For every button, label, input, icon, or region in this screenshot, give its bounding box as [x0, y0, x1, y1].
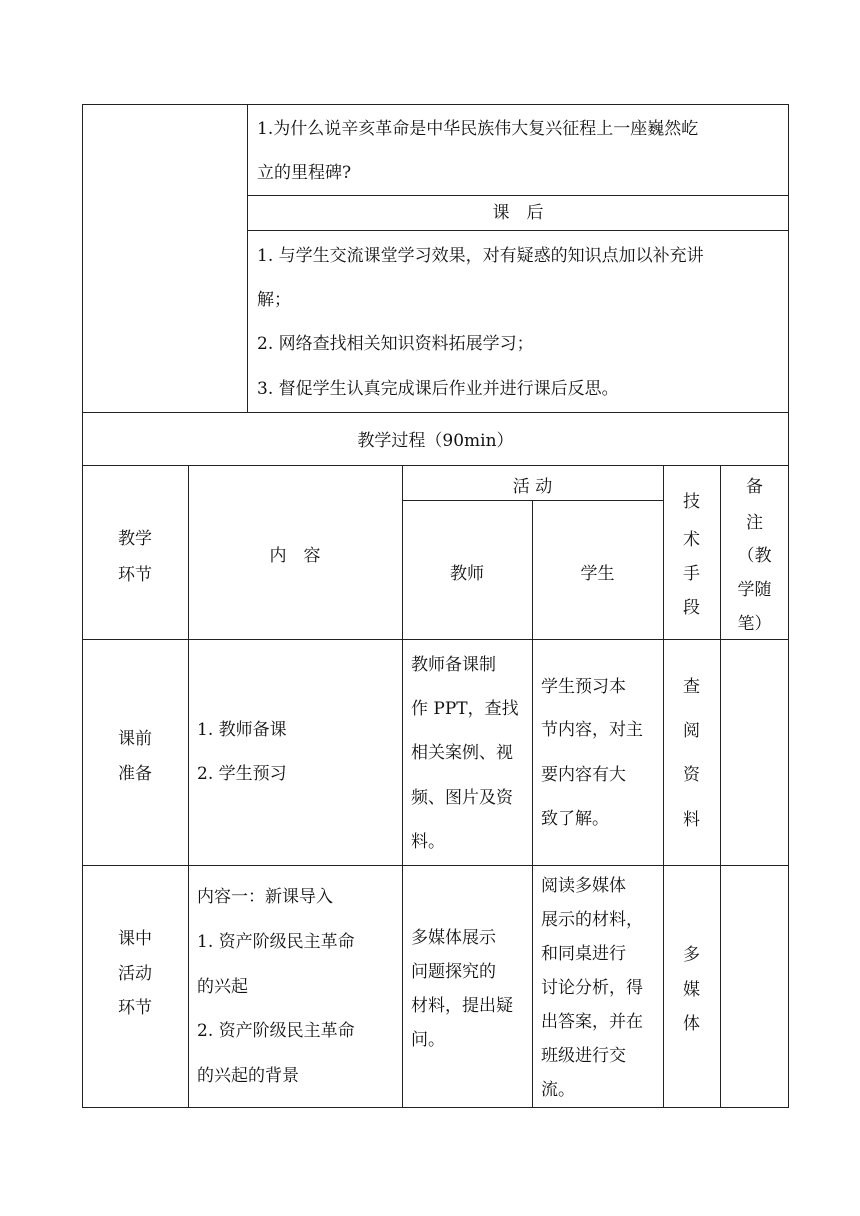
row2-tech-line-1: 多 [683, 945, 700, 965]
row1-stage-line-2: 准备 [118, 764, 152, 784]
row1-content-line-1: 1. 教师备课 [197, 720, 287, 740]
header-tech-line-2: 术 [683, 530, 700, 550]
header-stage-line-2: 环节 [118, 565, 152, 585]
row2-content-line-2: 1. 资产阶级民主革命 [197, 932, 355, 952]
header-student: 学生 [580, 564, 615, 584]
row1-tech-line-1: 查 [683, 677, 700, 697]
after-class-title: 课 后 [492, 203, 544, 223]
row2-content-line-4: 2. 资产阶级民主革命 [197, 1021, 355, 1041]
row2-student-line-5: 出答案，并在 [541, 1012, 643, 1032]
header-notes-line-1: 备 [746, 477, 763, 497]
row1-student-line-4: 致了解。 [541, 809, 609, 829]
row1-tech-line-3: 资 [683, 765, 700, 785]
header-stage-line-1: 教学 [118, 529, 152, 549]
col-divider-student [663, 465, 664, 1108]
activity-subheader-divider [402, 500, 663, 501]
process-title: 教学过程（90min） [357, 431, 514, 451]
row2-content-line-5: 的兴起的背景 [197, 1066, 299, 1086]
header-content: 内 容 [269, 546, 321, 566]
review-question-line-2: 立的里程碑? [257, 163, 352, 183]
header-tech-line-1: 技 [683, 492, 700, 512]
row2-student-line-7: 流。 [541, 1080, 575, 1100]
header-activity: 活 动 [512, 477, 553, 497]
after-class-header-top-border [247, 195, 789, 196]
col-divider-content [402, 465, 403, 1108]
row1-teacher-line-4: 频、图片及资 [411, 788, 513, 808]
row1-student-line-2: 节内容，对主 [541, 720, 643, 740]
row2-student-line-1: 阅读多媒体 [541, 876, 626, 896]
review-question-line-1: 1.为什么说辛亥革命是中华民族伟大复兴征程上一座巍然屹 [257, 119, 699, 139]
after-item-2: 2. 网络查找相关知识资料拓展学习； [257, 334, 534, 354]
row2-stage-line-1: 课中 [118, 929, 152, 949]
after-item-1-cont: 解； [257, 290, 291, 310]
row2-teacher-line-2: 问题探究的 [411, 962, 496, 982]
header-bottom-border [82, 639, 789, 640]
row2-student-line-2: 展示的材料， [541, 910, 643, 930]
header-notes-line-4: 学随 [737, 580, 772, 600]
row2-tech-line-2: 媒 [683, 980, 700, 1000]
header-notes-line-2: 注 [746, 513, 763, 533]
row1-teacher-line-3: 相关案例、视 [411, 743, 513, 763]
after-item-3: 3. 督促学生认真完成课后作业并进行课后反思。 [257, 379, 619, 399]
col-divider-teacher [532, 500, 533, 1108]
row1-tech-line-4: 料 [683, 810, 700, 830]
row1-content-line-2: 2. 学生预习 [197, 764, 287, 784]
row2-student-line-6: 班级进行交 [541, 1046, 626, 1066]
row2-tech-line-3: 体 [683, 1014, 700, 1034]
row1-teacher-line-1: 教师备课制 [411, 655, 496, 675]
row2-content-line-1: 内容一：新课导入 [197, 887, 333, 907]
row2-teacher-line-4: 问。 [411, 1030, 445, 1050]
row1-teacher-line-2: 作 PPT，查找 [411, 699, 519, 719]
row2-teacher-line-3: 材料，提出疑 [411, 996, 513, 1016]
row1-teacher-line-5: 料。 [411, 832, 445, 852]
header-tech-line-4: 段 [683, 598, 700, 618]
row-1-bottom-border [82, 865, 789, 866]
header-notes-line-3: （教 [737, 546, 772, 566]
row2-stage-line-3: 环节 [118, 998, 152, 1018]
header-teacher: 教师 [450, 564, 484, 584]
row2-student-line-4: 讨论分析，得 [541, 978, 643, 998]
header-notes-line-5: 笔） [737, 614, 772, 634]
row2-content-line-3: 的兴起 [197, 977, 248, 997]
row2-stage-line-2: 活动 [118, 964, 152, 984]
row1-tech-line-2: 阅 [683, 721, 700, 741]
row1-student-line-1: 学生预习本 [541, 677, 626, 697]
row2-teacher-line-1: 多媒体展示 [411, 928, 496, 948]
top-left-column-divider [247, 104, 248, 413]
after-class-header-bottom-border [247, 230, 789, 231]
row1-stage-line-1: 课前 [118, 729, 152, 749]
after-item-1: 1. 与学生交流课堂学习效果，对有疑惑的知识点加以补充讲 [257, 246, 704, 266]
row2-student-line-3: 和同桌进行 [541, 944, 626, 964]
row1-student-line-3: 要内容有大 [541, 765, 626, 785]
header-tech-line-3: 手 [683, 564, 700, 584]
